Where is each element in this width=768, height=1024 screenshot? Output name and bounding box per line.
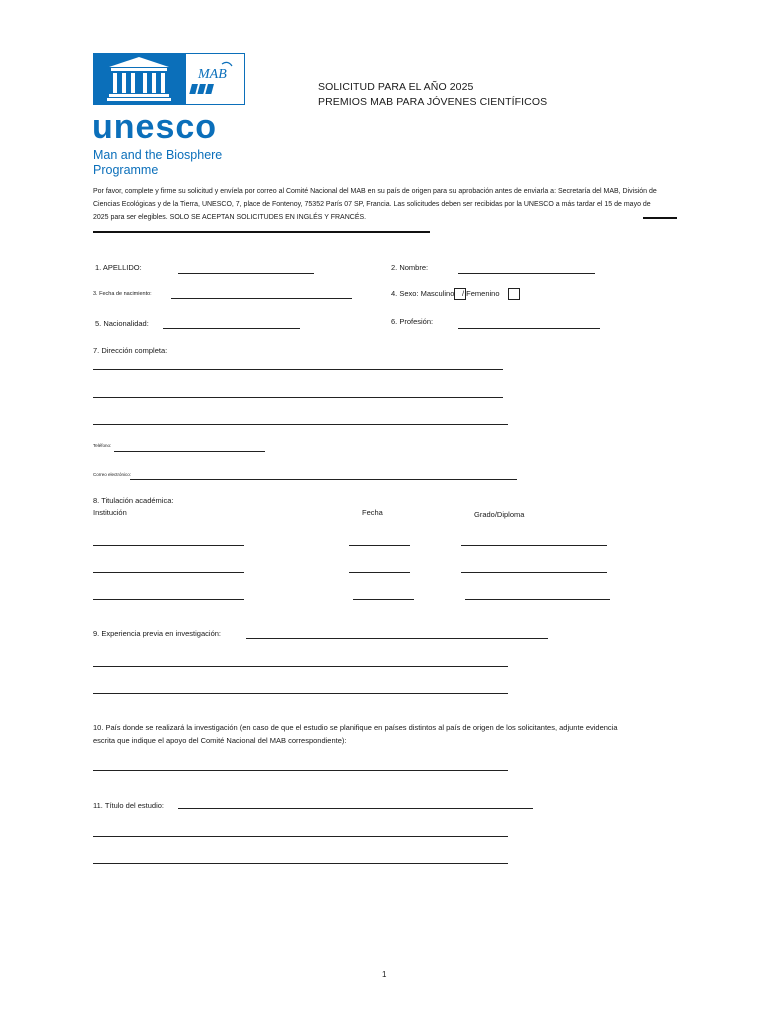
titulacion-label: 8. Titulación académica:	[93, 496, 174, 505]
svg-text:MAB: MAB	[198, 67, 227, 82]
titulo-estudio-input-line-2[interactable]	[93, 836, 508, 837]
direccion-input-line-2[interactable]	[93, 397, 503, 398]
profesion-input[interactable]	[458, 328, 600, 329]
intro-line-3: 2025 para ser elegibles. SOLO SE ACEPTAN SOLICITUDES EN INGLÉS Y FRANCÉS.	[93, 214, 367, 221]
correo-label: Correo electrónico:	[93, 472, 132, 477]
titulo-estudio-input-line-1[interactable]	[178, 808, 533, 809]
programme-name	[93, 148, 222, 178]
experiencia-input-line-1[interactable]	[246, 638, 548, 639]
sexo-label: 4. Sexo: Masculino	[391, 289, 455, 298]
unesco-wordmark: unesco	[92, 108, 218, 146]
telefono-input[interactable]	[114, 451, 265, 452]
temple-icon	[93, 53, 185, 105]
experiencia-label: 9. Experiencia previa en investigación:	[93, 629, 221, 638]
institucion-input-3[interactable]	[93, 599, 244, 600]
unesco-logo	[93, 53, 243, 105]
direccion-input-line-3[interactable]	[93, 424, 508, 425]
correo-input[interactable]	[130, 479, 517, 480]
intro-line-1: Por favor, complete y firme su solicitud y envíela por correo al Comité Nacional del MAB en su país de origen para su aprobación antes de enviarla a: Secretaría del MAB, División de	[93, 188, 657, 195]
fecha-nacimiento-input[interactable]	[171, 298, 352, 299]
institucion-input-2[interactable]	[93, 572, 244, 573]
page-number: 1	[382, 970, 387, 979]
institucion-column-header: Institución	[93, 508, 127, 517]
femenino-checkbox[interactable]	[508, 288, 520, 300]
nombre-input[interactable]	[458, 273, 595, 274]
nacionalidad-label: 5. Nacionalidad:	[95, 319, 149, 328]
profesion-label: 6. Profesión:	[391, 317, 434, 326]
programme-line-2: Programme	[93, 163, 159, 177]
grado-input-3[interactable]	[465, 599, 610, 600]
grado-input-2[interactable]	[461, 572, 607, 573]
intro-line-2: Ciencias Ecológicas y de la Tierra, UNESCO, 7, place de Fontenoy, 75352 París 07 SP, Francia. Las solicitudes deben ser recibidas por la UNESCO a más tardar el 15 de mayo de	[93, 201, 651, 208]
intro-underline-right	[643, 217, 677, 219]
nacionalidad-input[interactable]	[163, 328, 300, 329]
mab-icon	[186, 54, 244, 104]
pais-label-line-1: 10. País donde se realizará la investigación (en caso de que el estudio se planifique en países distintos al país de origen de los solicitantes, adjunte evidencia	[93, 723, 618, 732]
programme-line-1: Man and the Biosphere	[93, 148, 223, 162]
fecha-input-2[interactable]	[349, 572, 410, 573]
experiencia-input-line-3[interactable]	[93, 693, 508, 694]
femenino-label: / Femenino	[462, 289, 500, 298]
grado-input-1[interactable]	[461, 545, 607, 546]
intro-text	[93, 185, 678, 224]
institucion-input-1[interactable]	[93, 545, 244, 546]
apellido-label: 1. APELLIDO:	[95, 263, 142, 272]
unesco-temple-emblem	[93, 53, 185, 105]
titulo-estudio-input-line-3[interactable]	[93, 863, 508, 864]
fecha-column-header: Fecha	[362, 508, 383, 517]
pais-input[interactable]	[93, 770, 508, 771]
direccion-input-line-1[interactable]	[93, 369, 503, 370]
mab-emblem	[185, 53, 245, 105]
fecha-input-3[interactable]	[353, 599, 414, 600]
telefono-label: Teléfono:	[93, 443, 112, 448]
titulo-estudio-label: 11. Título del estudio:	[93, 801, 165, 810]
experiencia-input-line-2[interactable]	[93, 666, 508, 667]
apellido-input[interactable]	[178, 273, 314, 274]
nombre-label: 2. Nombre:	[391, 263, 429, 272]
section-divider	[93, 231, 430, 233]
direccion-label: 7. Dirección completa:	[93, 346, 168, 355]
fecha-nacimiento-label: 3. Fecha de nacimiento:	[93, 291, 152, 297]
pais-label	[93, 721, 678, 747]
form-title-line-1: SOLICITUD PARA EL AÑO 2025	[318, 81, 474, 93]
form-title-line-2: PREMIOS MAB PARA JÓVENES CIENTÍFICOS	[318, 96, 548, 108]
pais-label-line-2: escrita que indique el apoyo del Comité Nacional del MAB correspondiente):	[93, 736, 347, 745]
fecha-input-1[interactable]	[349, 545, 410, 546]
grado-column-header: Grado/Diploma	[474, 510, 525, 519]
